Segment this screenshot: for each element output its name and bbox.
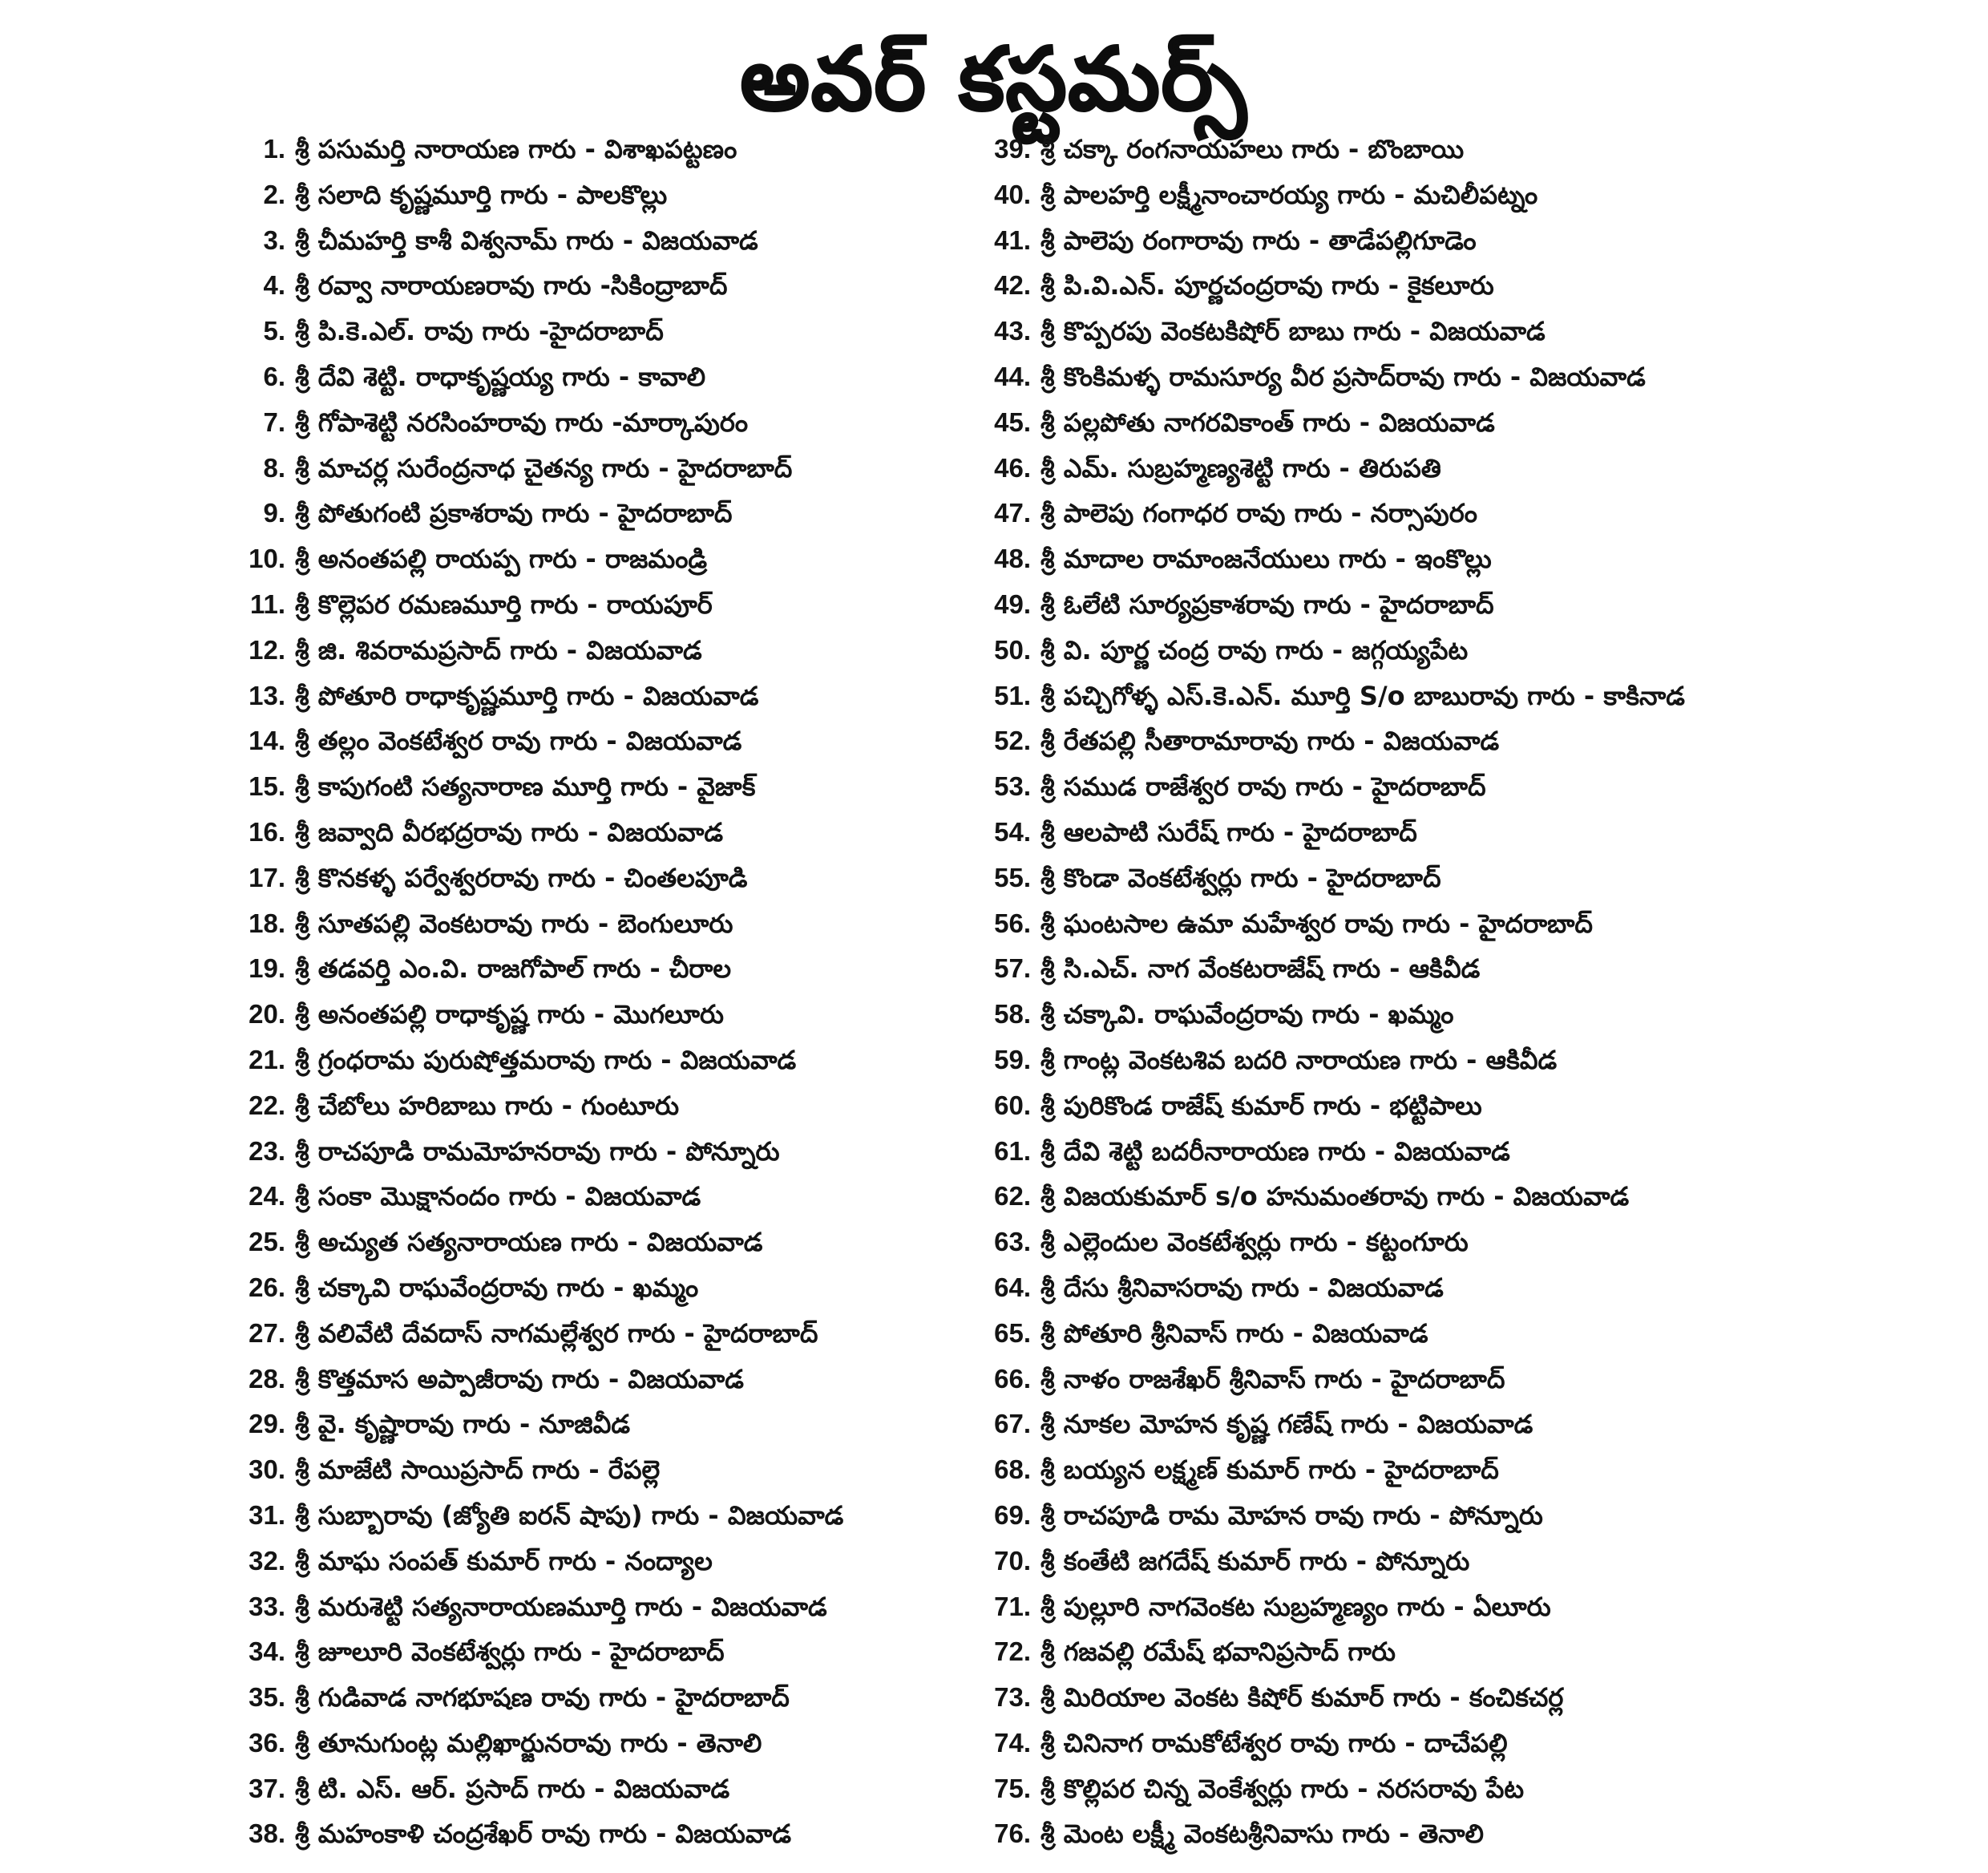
customer-name-and-city: శ్రీ మరుశెట్టి సత్యనారాయణమూర్తి గారు - విజయవాడ bbox=[295, 1591, 827, 1622]
customer-name-and-city: శ్రీ గజవల్లి రమేష్ భవానిప్రసాద్ గారు bbox=[1040, 1636, 1396, 1668]
customer-name-and-city: శ్రీ గోపాశెట్టి నరసింహరావు గారు -మార్కాపురం bbox=[295, 407, 749, 438]
customer-name-and-city: శ్రీ సలాది కృష్ణమూర్తి గారు - పాలకొల్లు bbox=[295, 179, 668, 210]
customer-number: 42. bbox=[994, 270, 1031, 301]
customer-name-and-city: శ్రీ పల్లపోతు నాగరవికాంత్ గారు - విజయవాడ bbox=[1040, 407, 1495, 438]
customer-name-and-city: శ్రీ ఎల్లెందుల వెంకటేశ్వర్లు గారు - కట్టంగూరు bbox=[1040, 1227, 1469, 1258]
customer-name-and-city: శ్రీ రాచపూడి రామ మోహన రావు గారు - పోన్నూరు bbox=[1040, 1499, 1543, 1531]
customer-name-and-city: శ్రీ జూలూరి వెంకటేశ్వర్లు గారు - హైదరాబాద్ bbox=[295, 1636, 725, 1668]
customer-name-and-city: శ్రీ విజయకుమార్ s/o హనుమంతరావు గారు - విజయవాడ bbox=[1040, 1181, 1630, 1212]
customer-number: 28. bbox=[248, 1363, 285, 1394]
customer-number: 36. bbox=[248, 1727, 285, 1758]
customer-list-left-column bbox=[239, 130, 960, 1854]
customer-name-and-city: శ్రీ వి. పూర్ణ చంద్ర రావు గారు - జగ్గయ్యపేట bbox=[1040, 634, 1469, 665]
customer-name-and-city: శ్రీ వలివేటి దేవదాస్ నాగమల్లేశ్వర గారు - హైదరాబాద్ bbox=[295, 1317, 818, 1349]
customer-number: 62. bbox=[994, 1181, 1031, 1212]
customer-number: 14. bbox=[248, 726, 285, 756]
customer-name-and-city: శ్రీ మాఘ సంపత్ కుమార్ గారు - నంద్యాల bbox=[295, 1545, 713, 1576]
customer-list-item bbox=[984, 1450, 1970, 1489]
customer-name-and-city: శ్రీ అనంతపల్లి రాధాకృష్ణ గారు - మొగలూరు bbox=[295, 999, 725, 1030]
customer-list-item bbox=[239, 859, 960, 897]
customer-list-item bbox=[984, 266, 1970, 305]
customer-number: 56. bbox=[994, 908, 1031, 938]
customer-number: 19. bbox=[248, 953, 285, 984]
customer-name-and-city: శ్రీ ఎమ్. సుబ్రహ్మణ్యశెట్టి గారు - తిరుపతి bbox=[1040, 452, 1441, 483]
customer-name-and-city: శ్రీ తల్లం వెంకటేశ్వర రావు గారు - విజయవాడ bbox=[295, 726, 742, 757]
customer-name-and-city: శ్రీ మాదాల రామాంజనేయులు గారు - ఇంకొల్లు bbox=[1040, 544, 1492, 575]
customer-list-item bbox=[239, 403, 960, 442]
customer-number: 2. bbox=[263, 179, 285, 209]
customer-list-item bbox=[239, 1086, 960, 1125]
customer-number: 43. bbox=[994, 316, 1031, 346]
customer-number: 30. bbox=[248, 1454, 285, 1485]
customer-list-item bbox=[984, 449, 1970, 487]
customer-list-item bbox=[984, 1678, 1970, 1717]
customer-list-item bbox=[984, 904, 1970, 943]
customer-list-item bbox=[984, 1632, 1970, 1671]
customer-number: 54. bbox=[994, 816, 1031, 847]
customer-number: 11. bbox=[249, 589, 285, 619]
customer-list-item bbox=[239, 1542, 960, 1580]
customer-name-and-city: శ్రీ పోతూరి శ్రీనివాస్ గారు - విజయవాడ bbox=[1040, 1317, 1428, 1349]
customer-number: 24. bbox=[248, 1181, 285, 1212]
customer-name-and-city: శ్రీ జవ్వాది వీరభద్రరావు గారు - విజయవాడ bbox=[295, 816, 724, 848]
customer-number: 12. bbox=[248, 634, 285, 665]
customer-number: 73. bbox=[994, 1682, 1031, 1713]
customer-name-and-city: శ్రీ చక్కావి రాఘవేంద్రరావు గారు - ఖమ్మం bbox=[295, 1272, 699, 1303]
customer-number: 58. bbox=[994, 999, 1031, 1030]
customer-name-and-city: శ్రీ అనంతపల్లి రాయప్ప గారు - రాజమండ్రి bbox=[295, 544, 708, 575]
customer-number: 64. bbox=[994, 1272, 1031, 1302]
customer-name-and-city: శ్రీ అచ్యుత సత్యనారాయణ గారు - విజయవాడ bbox=[295, 1227, 763, 1258]
customer-name-and-city: శ్రీ మాచర్ల సురేంద్రనాధ చైతన్య గారు - హైదరాబాద్ bbox=[295, 452, 793, 483]
customer-number: 33. bbox=[248, 1591, 285, 1621]
customer-list-item bbox=[984, 585, 1970, 624]
customer-list-item bbox=[239, 1678, 960, 1717]
customer-number: 15. bbox=[248, 771, 285, 802]
customer-list-right-column bbox=[984, 130, 1970, 1854]
customer-name-and-city: శ్రీ కాపుగంటి సత్యనారాణ మూర్తి గారు - వైజాక్ bbox=[295, 771, 756, 803]
customer-name-and-city: శ్రీ సుబ్బారావు (జ్యోతి ఐరన్ షాపు) గారు - విజయవాడ bbox=[295, 1499, 844, 1531]
customer-name-and-city: శ్రీ రవ్వా నారాయణరావు గారు -సికింద్రాబాద్ bbox=[295, 270, 728, 301]
customer-list-item bbox=[239, 1360, 960, 1398]
customer-list-item bbox=[984, 1268, 1970, 1307]
customer-name-and-city: శ్రీ పాలెపు గంగాధర రావు గారు - నర్సాపురం bbox=[1040, 498, 1477, 529]
customer-name-and-city: శ్రీ పాలహర్తి లక్ష్మీనాంచారయ్య గారు - మచిలీపట్నం bbox=[1040, 179, 1538, 210]
customer-name-and-city: శ్రీ తడవర్తి ఎం.వి. రాజగోపాల్ గారు - చీరాల bbox=[295, 953, 732, 985]
customer-name-and-city: శ్రీ మిరియాల వెంకట కిషోర్ కుమార్ గారు - కంచికచర్ల bbox=[1040, 1682, 1564, 1713]
customer-number: 6. bbox=[263, 361, 285, 391]
customer-number: 45. bbox=[994, 407, 1031, 437]
customer-list-item bbox=[239, 1770, 960, 1808]
customer-name-and-city: శ్రీ మాజేటి సాయిప్రసాద్ గారు - రేపల్లె bbox=[295, 1454, 661, 1486]
customer-name-and-city: శ్రీ కొల్లెపర రమణమూర్తి గారు - రాయపూర్ bbox=[295, 589, 713, 620]
customer-name-and-city: శ్రీ దేవి శెట్టి. రాధాకృష్ణయ్య గారు - కావాలి bbox=[295, 361, 706, 392]
customer-list-item bbox=[239, 1724, 960, 1762]
customer-list-item bbox=[239, 1314, 960, 1353]
customer-number: 3. bbox=[263, 225, 285, 255]
customer-name-and-city: శ్రీ పురికొండ రాజేష్ కుమార్ గారు - భట్టిపాలు bbox=[1040, 1090, 1482, 1121]
customer-name-and-city: శ్రీ చేబోలు హరిబాబు గారు - గుంటూరు bbox=[295, 1090, 680, 1121]
customer-number: 5. bbox=[263, 316, 285, 346]
customer-name-and-city: శ్రీ గ్రంధరామ పురుషోత్తమరావు గారు - విజయవాడ bbox=[295, 1044, 797, 1075]
customer-list-item bbox=[984, 677, 1970, 715]
customer-number: 71. bbox=[994, 1591, 1031, 1621]
customer-number: 72. bbox=[994, 1636, 1031, 1667]
customer-list-item bbox=[239, 1268, 960, 1307]
customer-name-and-city: శ్రీ చీమహర్తి కాశీ విశ్వనామ్ గారు - విజయవాడ bbox=[295, 225, 758, 256]
customer-list-item bbox=[239, 358, 960, 396]
customer-list-item bbox=[984, 540, 1970, 578]
customer-name-and-city: శ్రీ కొల్లిపర చిన్న వెంకేశ్వర్లు గారు - నరసరావు పేట bbox=[1040, 1773, 1525, 1804]
customer-number: 61. bbox=[994, 1135, 1031, 1166]
customer-list-item bbox=[984, 1314, 1970, 1353]
customer-number: 10. bbox=[248, 544, 285, 574]
customer-number: 9. bbox=[263, 498, 285, 528]
customer-name-and-city: శ్రీ చక్కా రంగనాయహలు గారు - బొంబాయి bbox=[1040, 134, 1465, 164]
customer-number: 25. bbox=[248, 1227, 285, 1257]
customer-list-item bbox=[984, 176, 1970, 214]
customer-list-item bbox=[984, 859, 1970, 897]
customer-number: 66. bbox=[994, 1363, 1031, 1394]
customer-number: 8. bbox=[263, 452, 285, 483]
customer-number: 75. bbox=[994, 1773, 1031, 1803]
customer-list-item bbox=[984, 1588, 1970, 1626]
customer-number: 29. bbox=[248, 1409, 285, 1439]
customer-name-and-city: శ్రీ సి.ఎచ్. నాగ వేంకటరాజేష్ గారు - ఆకివీడ bbox=[1040, 953, 1481, 985]
customer-number: 41. bbox=[994, 225, 1031, 255]
customer-list-item bbox=[239, 585, 960, 624]
customer-number: 55. bbox=[994, 862, 1031, 892]
customer-number: 37. bbox=[248, 1773, 285, 1803]
customer-list-item bbox=[239, 1405, 960, 1443]
customer-number: 70. bbox=[994, 1545, 1031, 1576]
customer-number: 40. bbox=[994, 179, 1031, 209]
customer-number: 38. bbox=[248, 1818, 285, 1849]
customer-name-and-city: శ్రీ పి.వి.ఎన్. పూర్ణచంద్రరావు గారు - కైకలూరు bbox=[1040, 270, 1494, 301]
customer-name-and-city: శ్రీ పోతుగంటి ప్రకాశరావు గారు - హైదరాబాద్ bbox=[295, 498, 733, 529]
customer-list-item bbox=[239, 494, 960, 532]
customer-name-and-city: శ్రీ కొండా వెంకటేశ్వర్లు గారు - హైదరాబాద్ bbox=[1040, 862, 1441, 893]
customer-list-item bbox=[984, 767, 1970, 806]
customer-number: 63. bbox=[994, 1227, 1031, 1257]
customer-list-item bbox=[239, 1814, 960, 1853]
customer-list-item bbox=[239, 221, 960, 260]
customer-list-item bbox=[239, 904, 960, 943]
customer-number: 13. bbox=[248, 680, 285, 710]
customer-list-item bbox=[984, 1814, 1970, 1853]
customer-name-and-city: శ్రీ పాలెపు రంగారావు గారు - తాడేపల్లిగూడెం bbox=[1040, 225, 1477, 256]
customer-name-and-city: శ్రీ కొత్తమాస అప్పాజీరావు గారు - విజయవాడ bbox=[295, 1363, 744, 1394]
customer-number: 49. bbox=[994, 589, 1031, 619]
customer-list-item bbox=[239, 1588, 960, 1626]
customer-name-and-city: శ్రీ చినినాగ రామకోటేశ్వర రావు గారు - దాచేపల్లి bbox=[1040, 1727, 1508, 1758]
customer-name-and-city: శ్రీ తూనుగుంట్ల మల్లిఖార్జునరావు గారు - తెనాలి bbox=[295, 1727, 762, 1758]
customer-list-item bbox=[239, 176, 960, 214]
customer-list-item bbox=[239, 677, 960, 715]
customer-list-item bbox=[239, 1132, 960, 1171]
customer-number: 35. bbox=[248, 1682, 285, 1713]
customer-list-item bbox=[239, 449, 960, 487]
customer-number: 23. bbox=[248, 1135, 285, 1166]
customer-name-and-city: శ్రీ కొంకిమళ్ళ రామసూర్య వీర ప్రసాద్‌రావు గారు - విజయవాడ bbox=[1040, 361, 1646, 392]
customer-list-item bbox=[239, 130, 960, 168]
customer-name-and-city: శ్రీ రాచపూడి రామమోహనరావు గారు - పోన్నూరు bbox=[295, 1135, 780, 1167]
customer-name-and-city: శ్రీ ఘంటసాల ఉమా మహేశ్వర రావు గారు - హైదరాబాద్ bbox=[1040, 908, 1594, 939]
customer-number: 46. bbox=[994, 452, 1031, 483]
customer-name-and-city: శ్రీ పి.కె.ఎల్. రావు గారు -హైదరాబాద్ bbox=[295, 316, 664, 347]
customer-list-item bbox=[239, 312, 960, 350]
customer-list-item bbox=[984, 221, 1970, 260]
customer-number: 68. bbox=[994, 1454, 1031, 1485]
customer-number: 4. bbox=[263, 270, 285, 301]
customer-name-and-city: శ్రీ బయ్యన లక్ష్మణ్ కుమార్ గారు - హైదరాబాద్ bbox=[1040, 1454, 1499, 1486]
page-title: అవర్ కస్టమర్స్ bbox=[740, 30, 1248, 130]
customer-list-item bbox=[239, 1496, 960, 1535]
customer-list-item bbox=[984, 1132, 1970, 1171]
customer-list-item bbox=[239, 949, 960, 988]
customer-list-item bbox=[239, 813, 960, 852]
customer-list-item bbox=[239, 722, 960, 760]
customer-number: 31. bbox=[248, 1499, 285, 1530]
customer-number: 74. bbox=[994, 1727, 1031, 1758]
customer-number: 27. bbox=[248, 1317, 285, 1348]
customer-name-and-city: శ్రీ వై. కృష్ణారావు గారు - నూజివీడ bbox=[295, 1409, 631, 1440]
customer-number: 51. bbox=[994, 680, 1031, 710]
customer-number: 16. bbox=[248, 816, 285, 847]
customer-name-and-city: శ్రీ మహంకాళి చంద్రశేఖర్ రావు గారు - విజయవాడ bbox=[295, 1818, 792, 1850]
customer-number: 50. bbox=[994, 634, 1031, 665]
customer-list-item bbox=[984, 312, 1970, 350]
customer-number: 76. bbox=[994, 1818, 1031, 1849]
customer-number: 20. bbox=[248, 999, 285, 1030]
customer-name-and-city: శ్రీ పచ్చిగోళ్ళ ఎస్.కె.ఎన్. మూర్తి S/o బాబురావు గారు - కాకినాడ bbox=[1040, 680, 1685, 711]
customer-number: 18. bbox=[248, 908, 285, 938]
customer-name-and-city: శ్రీ గాంట్ల వెంకటశివ బదరి నారాయణ గారు - ఆకివీడ bbox=[1040, 1044, 1558, 1075]
customer-list-item bbox=[984, 1542, 1970, 1580]
customer-list-item bbox=[984, 995, 1970, 1034]
customer-number: 34. bbox=[248, 1636, 285, 1667]
customer-list-item bbox=[239, 266, 960, 305]
customer-number: 59. bbox=[994, 1044, 1031, 1074]
customer-list-item bbox=[984, 1041, 1970, 1079]
customer-name-and-city: శ్రీ ఆలపాటి సురేష్ గారు - హైదరాబాద్ bbox=[1040, 816, 1417, 848]
customer-list-item bbox=[984, 631, 1970, 670]
customer-number: 52. bbox=[994, 726, 1031, 756]
customer-name-and-city: శ్రీ సముడ రాజేశ్వర రావు గారు - హైదరాబాద్ bbox=[1040, 771, 1486, 803]
customer-list-item bbox=[984, 949, 1970, 988]
customer-number: 26. bbox=[248, 1272, 285, 1302]
customer-number: 67. bbox=[994, 1409, 1031, 1439]
customer-list-item bbox=[984, 358, 1970, 396]
customer-name-and-city: శ్రీ నూకల మోహన కృష్ణ గణేష్ గారు - విజయవాడ bbox=[1040, 1409, 1533, 1440]
customer-list-item bbox=[239, 767, 960, 806]
customer-name-and-city: శ్రీ టి. ఎస్. ఆర్. ప్రసాద్ గారు - విజయవాడ bbox=[295, 1773, 730, 1804]
customer-number: 32. bbox=[248, 1545, 285, 1576]
customer-number: 1. bbox=[263, 134, 285, 164]
customer-list-item bbox=[239, 1450, 960, 1489]
customer-name-and-city: శ్రీ కంతేటి జగదేష్ కుమార్ గారు - పోన్నూరు bbox=[1040, 1545, 1470, 1576]
customer-list-item bbox=[984, 1770, 1970, 1808]
customer-list-item bbox=[239, 1041, 960, 1079]
customer-name-and-city: శ్రీ పోతూరి రాధాకృష్ణమూర్తి గారు - విజయవాడ bbox=[295, 680, 759, 711]
customer-list-item bbox=[984, 1405, 1970, 1443]
customer-list-item bbox=[984, 722, 1970, 760]
customer-name-and-city: శ్రీ జి. శివరామప్రసాద్ గారు - విజయవాడ bbox=[295, 634, 702, 665]
customer-number: 44. bbox=[994, 361, 1031, 391]
customer-number: 47. bbox=[994, 498, 1031, 528]
customer-name-and-city: శ్రీ పసుమర్తి నారాయణ గారు - విశాఖపట్టణం bbox=[295, 134, 737, 164]
customer-list-item bbox=[984, 1360, 1970, 1398]
customer-list-item bbox=[984, 494, 1970, 532]
customer-list-item bbox=[239, 540, 960, 578]
customer-number: 39. bbox=[994, 134, 1031, 164]
customer-number: 7. bbox=[263, 407, 285, 437]
customer-name-and-city: శ్రీ చక్కావి. రాఘవేంద్రరావు గారు - ఖమ్మం bbox=[1040, 999, 1454, 1030]
customer-list-item bbox=[239, 1177, 960, 1216]
customer-name-and-city: శ్రీ కొనకళ్ళ పర్వేశ్వరరావు గారు - చింతలపూడి bbox=[295, 862, 748, 893]
customer-name-and-city: శ్రీ ఓలేటి సూర్యప్రకాశరావు గారు - హైదరాబాద్ bbox=[1040, 589, 1494, 620]
customer-list-item bbox=[984, 403, 1970, 442]
customer-list-item bbox=[984, 1177, 1970, 1216]
customer-name-and-city: శ్రీ నాళం రాజశేఖర్ శ్రీనివాస్ గారు - హైదరాబాద్ bbox=[1040, 1363, 1505, 1394]
customer-number: 69. bbox=[994, 1499, 1031, 1530]
customer-number: 53. bbox=[994, 771, 1031, 802]
customer-number: 21. bbox=[248, 1044, 285, 1074]
customer-list-item bbox=[984, 1086, 1970, 1125]
customer-number: 48. bbox=[994, 544, 1031, 574]
customer-name-and-city: శ్రీ పుల్లూరి నాగవెంకట సుబ్రహ్మణ్యం గారు - ఏలూరు bbox=[1040, 1591, 1551, 1622]
customer-name-and-city: శ్రీ కొప్పరపు వెంకటకిషోర్ బాబు గారు - విజయవాడ bbox=[1040, 316, 1546, 347]
customer-number: 22. bbox=[248, 1090, 285, 1120]
customer-name-and-city: శ్రీ సూతపల్లి వెంకటరావు గారు - బెంగులూరు bbox=[295, 908, 733, 939]
customer-name-and-city: శ్రీ మెంట లక్ష్మీ వెంకటశ్రీనివాసు గారు - తెనాలి bbox=[1040, 1818, 1484, 1850]
customer-number: 17. bbox=[248, 862, 285, 892]
customer-number: 65. bbox=[994, 1317, 1031, 1348]
customer-list-item bbox=[984, 813, 1970, 852]
customer-name-and-city: శ్రీ దేసు శ్రీనివాసరావు గారు - విజయవాడ bbox=[1040, 1272, 1444, 1303]
customer-name-and-city: శ్రీ గుడివాడ నాగభూషణ రావు గారు - హైదరాబాద్ bbox=[295, 1682, 790, 1713]
customer-list-item bbox=[984, 1223, 1970, 1261]
customer-number: 57. bbox=[994, 953, 1031, 984]
customer-list-item bbox=[239, 995, 960, 1034]
customer-name-and-city: శ్రీ దేవి శెట్టి బదరీనారాయణ గారు - విజయవాడ bbox=[1040, 1135, 1510, 1167]
customer-list-item bbox=[984, 130, 1970, 168]
customer-list-item bbox=[239, 1632, 960, 1671]
customer-list-item bbox=[984, 1496, 1970, 1535]
customer-name-and-city: శ్రీ సంకా మొక్షానందం గారు - విజయవాడ bbox=[295, 1181, 701, 1212]
customer-number: 60. bbox=[994, 1090, 1031, 1120]
customer-list-item bbox=[984, 1724, 1970, 1762]
customer-list-item bbox=[239, 1223, 960, 1261]
customer-name-and-city: శ్రీ రేతపల్లి సీతారామారావు గారు - విజయవాడ bbox=[1040, 726, 1500, 757]
customer-list-item bbox=[239, 631, 960, 670]
